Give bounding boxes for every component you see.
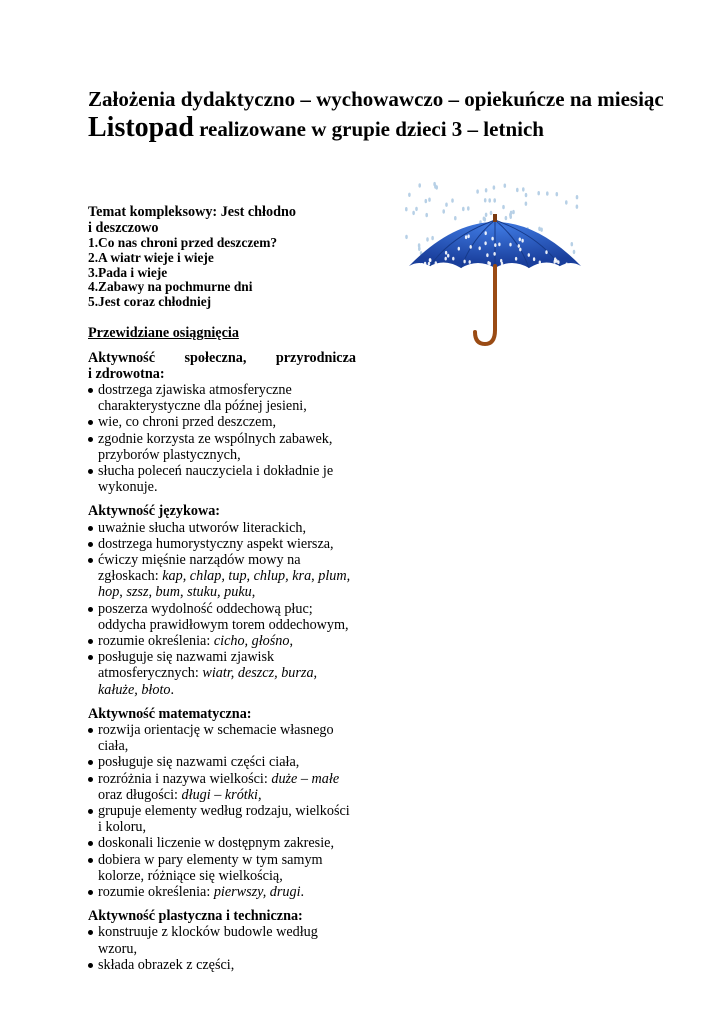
- raindrop: [488, 198, 491, 202]
- art-title: Aktywność plastyczna i techniczna:: [88, 908, 303, 925]
- raindrop: [502, 205, 505, 209]
- raindrop: [415, 207, 418, 211]
- raindrop: [505, 216, 508, 220]
- raindrop: [576, 205, 579, 209]
- item-text: oraz długości:: [98, 786, 182, 803]
- item-italic: długi – krótki,: [181, 786, 262, 803]
- topic-item: 5.Jest coraz chłodniej: [88, 293, 212, 309]
- raindrop: [565, 200, 568, 204]
- canopy-droplet: [470, 245, 472, 249]
- canopy-droplet: [467, 234, 469, 238]
- canopy-droplet: [484, 241, 486, 245]
- list-item: składa obrazek z części,: [88, 957, 356, 973]
- canopy-droplet: [555, 259, 557, 263]
- document-title-line1: Założenia dydaktyczno – wychowawczo – opiekuńcze na miesiąc: [88, 87, 664, 111]
- item-italic: plum, hop: [98, 568, 351, 601]
- raindrop: [516, 188, 519, 192]
- raindrop: [405, 207, 408, 211]
- raindrop: [405, 235, 408, 239]
- canopy-droplet: [486, 253, 488, 257]
- list-item: posługuje się nazwami części ciała,: [88, 754, 356, 770]
- list-item: rozwija orientację w schemacie własnego ciała,: [88, 722, 356, 754]
- list-item: konstruuje z klocków budowle według wzoru,: [88, 924, 356, 956]
- item-italic: stuku, puku: [187, 584, 252, 601]
- topic-item: 4.Zabawy na pochmurne dni: [88, 279, 253, 295]
- canopy-droplet: [493, 252, 495, 256]
- list-item: [88, 649, 356, 698]
- raindrop: [522, 187, 525, 191]
- canopy-droplet: [429, 258, 431, 262]
- topic-title-line1: Temat kompleksowy: Jest chłodno: [88, 204, 296, 220]
- list-item: [88, 884, 356, 900]
- canopy-droplet: [445, 257, 447, 261]
- social-title-word: przyrodnicza: [275, 349, 356, 366]
- list-item: dostrzega humorystyczny aspekt wiersza,: [88, 536, 356, 552]
- canopy-droplet: [509, 243, 511, 247]
- list-item: słucha poleceń nauczyciela i dokładnie je wykonuje.: [88, 463, 356, 495]
- raindrop: [537, 191, 540, 195]
- umbrella-icon: [395, 180, 595, 360]
- list-item: wie, co chroni przed deszczem,: [88, 414, 356, 430]
- social-title-word: społeczna,: [184, 349, 247, 366]
- item-text: .: [300, 884, 305, 901]
- canopy-droplet: [515, 257, 517, 261]
- raindrop: [412, 211, 415, 215]
- raindrop: [546, 191, 549, 195]
- document-title-line2: [88, 111, 688, 149]
- title-rest: realizowane w grupie dzieci 3 – letnich: [193, 117, 544, 141]
- item-italic: kap, chlap, tup, chlup, kra: [162, 568, 312, 585]
- social-title: [88, 350, 356, 366]
- list-item: [88, 552, 356, 601]
- canopy-droplet: [568, 263, 570, 267]
- raindrop: [485, 213, 488, 217]
- raindrop: [476, 189, 479, 193]
- canopy-droplet: [428, 262, 430, 266]
- language-list: [88, 520, 356, 698]
- item-text: rozumie określenia:: [98, 884, 214, 901]
- list-item: [88, 633, 356, 649]
- canopy-droplet: [521, 239, 523, 243]
- canopy-droplet: [491, 237, 493, 241]
- canopy-droplet: [528, 253, 530, 257]
- topic-title: [88, 204, 356, 236]
- raindrop: [467, 206, 470, 210]
- math-list: [88, 722, 356, 900]
- raindrop: [483, 217, 486, 221]
- canopy-droplet: [519, 248, 521, 252]
- canopy-droplet: [518, 244, 520, 248]
- raindrop: [433, 182, 436, 186]
- raindrop: [576, 195, 579, 199]
- raindrop: [451, 198, 454, 202]
- list-item: dobiera w pary elementy w tym samym kolorze, różniące się wielkością,: [88, 852, 356, 884]
- achievements-heading: Przewidziane osiągnięcia: [88, 325, 239, 342]
- item-text: ,: [251, 584, 256, 601]
- raindrop: [425, 199, 428, 203]
- raindrop: [418, 183, 421, 187]
- item-italic: wiatr, deszcz, burza, kałuże, błoto: [98, 665, 318, 698]
- raindrop: [431, 236, 434, 240]
- item-text: ,: [180, 584, 188, 601]
- math-title: Aktywność matematyczna:: [88, 705, 252, 722]
- canopy-droplet: [435, 261, 437, 265]
- canopy-droplet: [452, 257, 454, 261]
- item-text: posługuje się nazwami zjawisk atmosferycznych:: [98, 649, 275, 682]
- list-item: zgodnie korzysta ze wspólnych zabawek, przyborów plastycznych,: [88, 431, 356, 463]
- raindrop: [538, 227, 541, 231]
- social-title-word: Aktywność: [88, 349, 156, 366]
- canopy-droplet: [533, 257, 535, 261]
- item-italic: cicho, głośno: [213, 633, 290, 650]
- raindrop: [484, 198, 487, 202]
- list-item: poszerza wydolność oddechową płuc; oddycha prawidłowym torem oddechowym,: [88, 601, 356, 633]
- social-title-line2: i zdrowotna:: [88, 365, 165, 382]
- canopy-droplet: [489, 262, 491, 266]
- raindrop: [418, 247, 421, 251]
- topic-item: 2.A wiatr wieje i wieje: [88, 250, 214, 265]
- raindrop: [493, 185, 496, 189]
- canopy-droplet: [424, 262, 426, 266]
- raindrop: [512, 210, 515, 214]
- canopy-droplet: [539, 261, 541, 265]
- list-item: uważnie słucha utworów literackich,: [88, 520, 356, 536]
- topic-item: 3.Pada i wieje: [88, 264, 168, 280]
- canopy-droplet: [485, 231, 487, 235]
- raindrop: [425, 213, 428, 217]
- raindrop: [571, 242, 574, 246]
- topic-list: [88, 236, 356, 309]
- social-list: [88, 382, 356, 495]
- item-text: rozróżnia i nazywa wielkości:: [98, 770, 272, 787]
- item-text: ,: [119, 584, 127, 601]
- content-column: [88, 204, 356, 973]
- list-item: dostrzega zjawiska atmosferyczne charakterystyczne dla późnej jesieni,: [88, 382, 356, 414]
- language-title: Aktywność językowa:: [88, 503, 221, 520]
- canopy-droplet: [421, 263, 423, 267]
- raindrop: [504, 184, 507, 188]
- item-text: .: [170, 681, 175, 698]
- list-item: grupuje elementy według rodzaju, wielkości i koloru,: [88, 803, 356, 835]
- raindrop: [485, 188, 488, 192]
- item-text: ,: [289, 633, 294, 650]
- canopy-droplet: [498, 243, 500, 247]
- raindrop: [490, 211, 493, 215]
- canopy-droplet: [566, 263, 568, 267]
- raindrop: [509, 215, 512, 219]
- raindrop: [428, 198, 431, 202]
- topic-title-line2: i deszczowo: [88, 220, 159, 237]
- raindrop: [462, 207, 465, 211]
- canopy-droplet: [458, 247, 460, 251]
- item-text: ,: [311, 568, 319, 585]
- raindrop: [454, 216, 457, 220]
- raindrop: [445, 203, 448, 207]
- canopy-droplet: [447, 254, 449, 258]
- raindrop: [573, 250, 576, 254]
- list-item: [88, 771, 356, 803]
- canopy-droplet: [445, 251, 447, 255]
- canopy-droplet: [463, 260, 465, 264]
- item-text: ćwiczy mięśnie narządów mowy na zgłoskach:: [98, 552, 301, 585]
- raindrop: [525, 193, 528, 197]
- list-item: doskonali liczenie w dostępnym zakresie,: [88, 835, 356, 851]
- topic-item: 1.Co nas chroni przed deszczem?: [88, 235, 278, 251]
- item-text: rozumie określenia:: [98, 633, 214, 650]
- canopy-droplet: [469, 260, 471, 264]
- canopy-droplet: [519, 238, 521, 242]
- item-italic: szsz, bum: [126, 584, 180, 601]
- item-italic: pierwszy, drugi: [213, 884, 301, 901]
- raindrop: [442, 209, 445, 213]
- item-italic: duże – małe: [271, 770, 340, 787]
- canopy-droplet: [501, 262, 503, 266]
- canopy-droplet: [479, 246, 481, 250]
- raindrop: [426, 237, 429, 241]
- canopy-droplet: [465, 235, 467, 239]
- art-list: [88, 924, 356, 973]
- month-name: Listopad: [88, 112, 194, 143]
- canopy-droplet: [545, 250, 547, 254]
- raindrop: [525, 202, 528, 206]
- raindrop: [556, 192, 559, 196]
- raindrop: [408, 193, 411, 197]
- canopy-droplet: [494, 243, 496, 247]
- raindrop: [493, 198, 496, 202]
